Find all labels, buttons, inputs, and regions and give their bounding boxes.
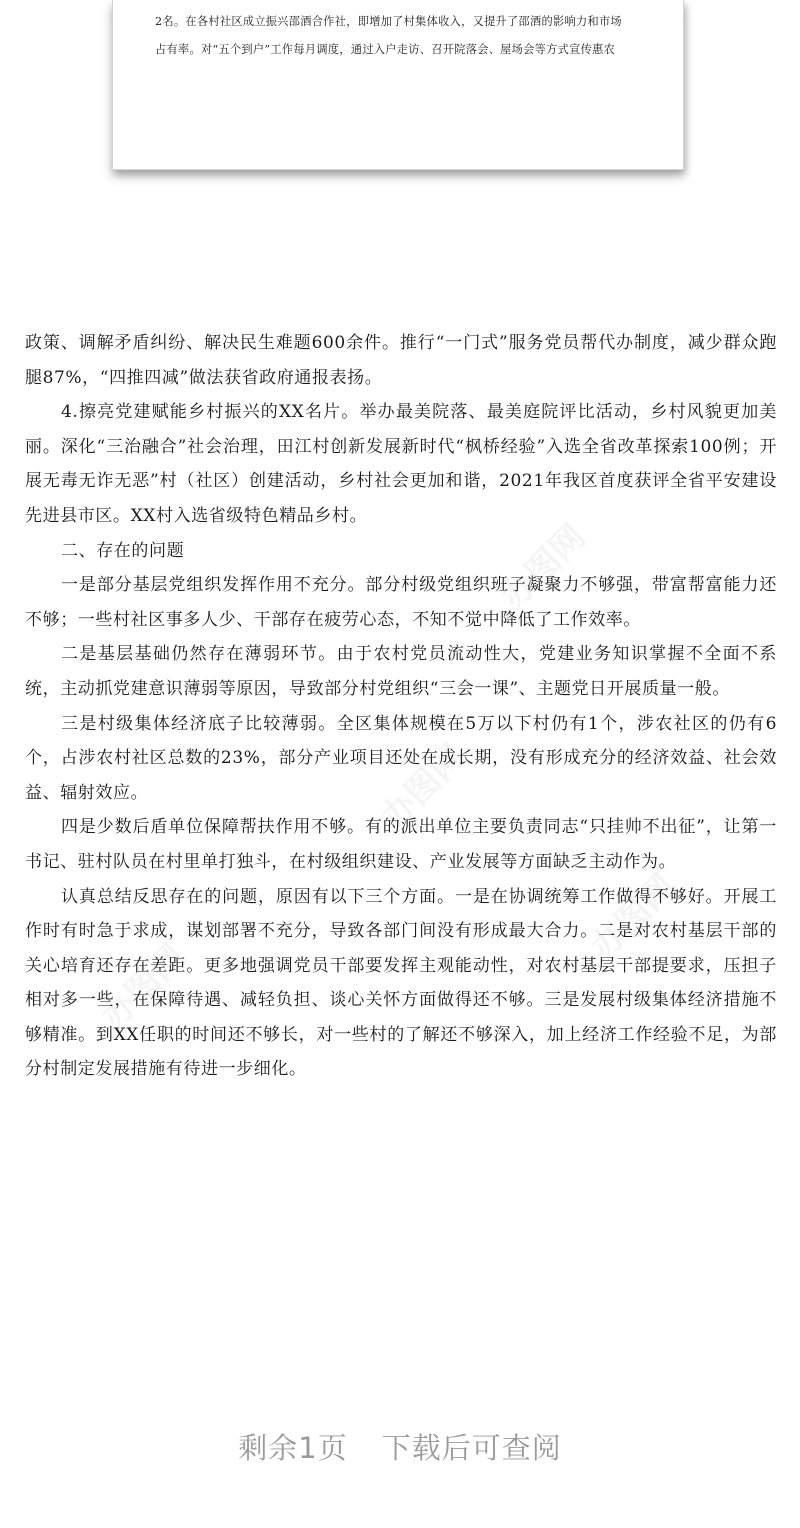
document-body xyxy=(25,326,777,1087)
paragraph: 4.擦亮党建赋能乡村振兴的XX名片。举办最美院落、最美庭院评比活动，乡村风貌更加美丽。深化“三治融合”社会治理，田江村创新发展新时代“枫桥经验”入选全省改革探索100例；开展无毒无诈无恶”村（社区）创建活动，乡村社会更加和谐，2021年我区首度获评全省平安建设先进县市区。XX村入选省级特色精品乡村。 xyxy=(25,402,777,526)
download-to-view-text: 下载后可查阅 xyxy=(381,1431,562,1465)
download-prompt[interactable] xyxy=(0,1426,800,1467)
paragraph: 认真总结反思存在的问题，原因有以下三个方面。一是在协调统筹工作做得不够好。开展工作时有时急于求成，谋划部署不充分，导致各部门间没有形成最大合力。二是对农村基层干部的关心培育还存在差距。更多地强调党员干部要发挥主观能动性，对农村基层干部提要求，压担子相对多一些，在保障待遇、减轻负担、谈心关怀方面做得还不够。三是发展村级集体经济措施不够精准。到XX任职的时间还不够长，对一些村的了解还不够深入，加上经济工作经验不足，为部分村制定发展措施有待进一步细化。 xyxy=(25,886,777,1080)
remaining-pages-text: 剩余1页 xyxy=(238,1431,348,1465)
previous-page-preview xyxy=(112,0,684,170)
preview-text-line: 占有率。对“五个到户”工作每月调度，通过入户走访、召开院落会、屋场会等方式宣传惠农 xyxy=(155,43,616,56)
paragraph: 二是基层基础仍然存在薄弱环节。由于农村党员流动性大，党建业务知识掌握不全面不系统，主动抓党建意识薄弱等原因，导致部分村党组织“三会一课”、主题党日开展质量一般。 xyxy=(25,644,777,699)
paragraph: 一是部分基层党组织发挥作用不充分。部分村级党组织班子凝聚力不够强，带富帮富能力还不够；一些村社区事多人少、干部存在疲劳心态，不知不觉中降低了工作效率。 xyxy=(25,575,777,630)
preview-text-line: 2名。在各村社区成立振兴邵酒合作社，即增加了村集体收入，又提升了邵酒的影响力和市场 xyxy=(155,15,622,28)
paragraph: 四是少数后盾单位保障帮扶作用不够。有的派出单位主要负责同志“只挂帅不出征”，让第一书记、驻村队员在村里单打独斗，在村级组织建设、产业发展等方面缺乏主动作为。 xyxy=(25,817,777,872)
section-heading: 二、存在的问题 xyxy=(61,540,185,561)
paragraph: 三是村级集体经济底子比较薄弱。全区集体规模在5万以下村仍有1个，涉农社区的仍有6个，占涉农村社区总数的23%，部分产业项目还处在成长期，没有形成充分的经济效益、社会效益、辐射效应。 xyxy=(25,713,777,803)
paragraph: 政策、调解矛盾纠纷、解决民生难题600余件。推行“一门式”服务党员帮代办制度，减少群众跑腿87%，“四推四减”做法获省政府通报表扬。 xyxy=(25,333,777,388)
